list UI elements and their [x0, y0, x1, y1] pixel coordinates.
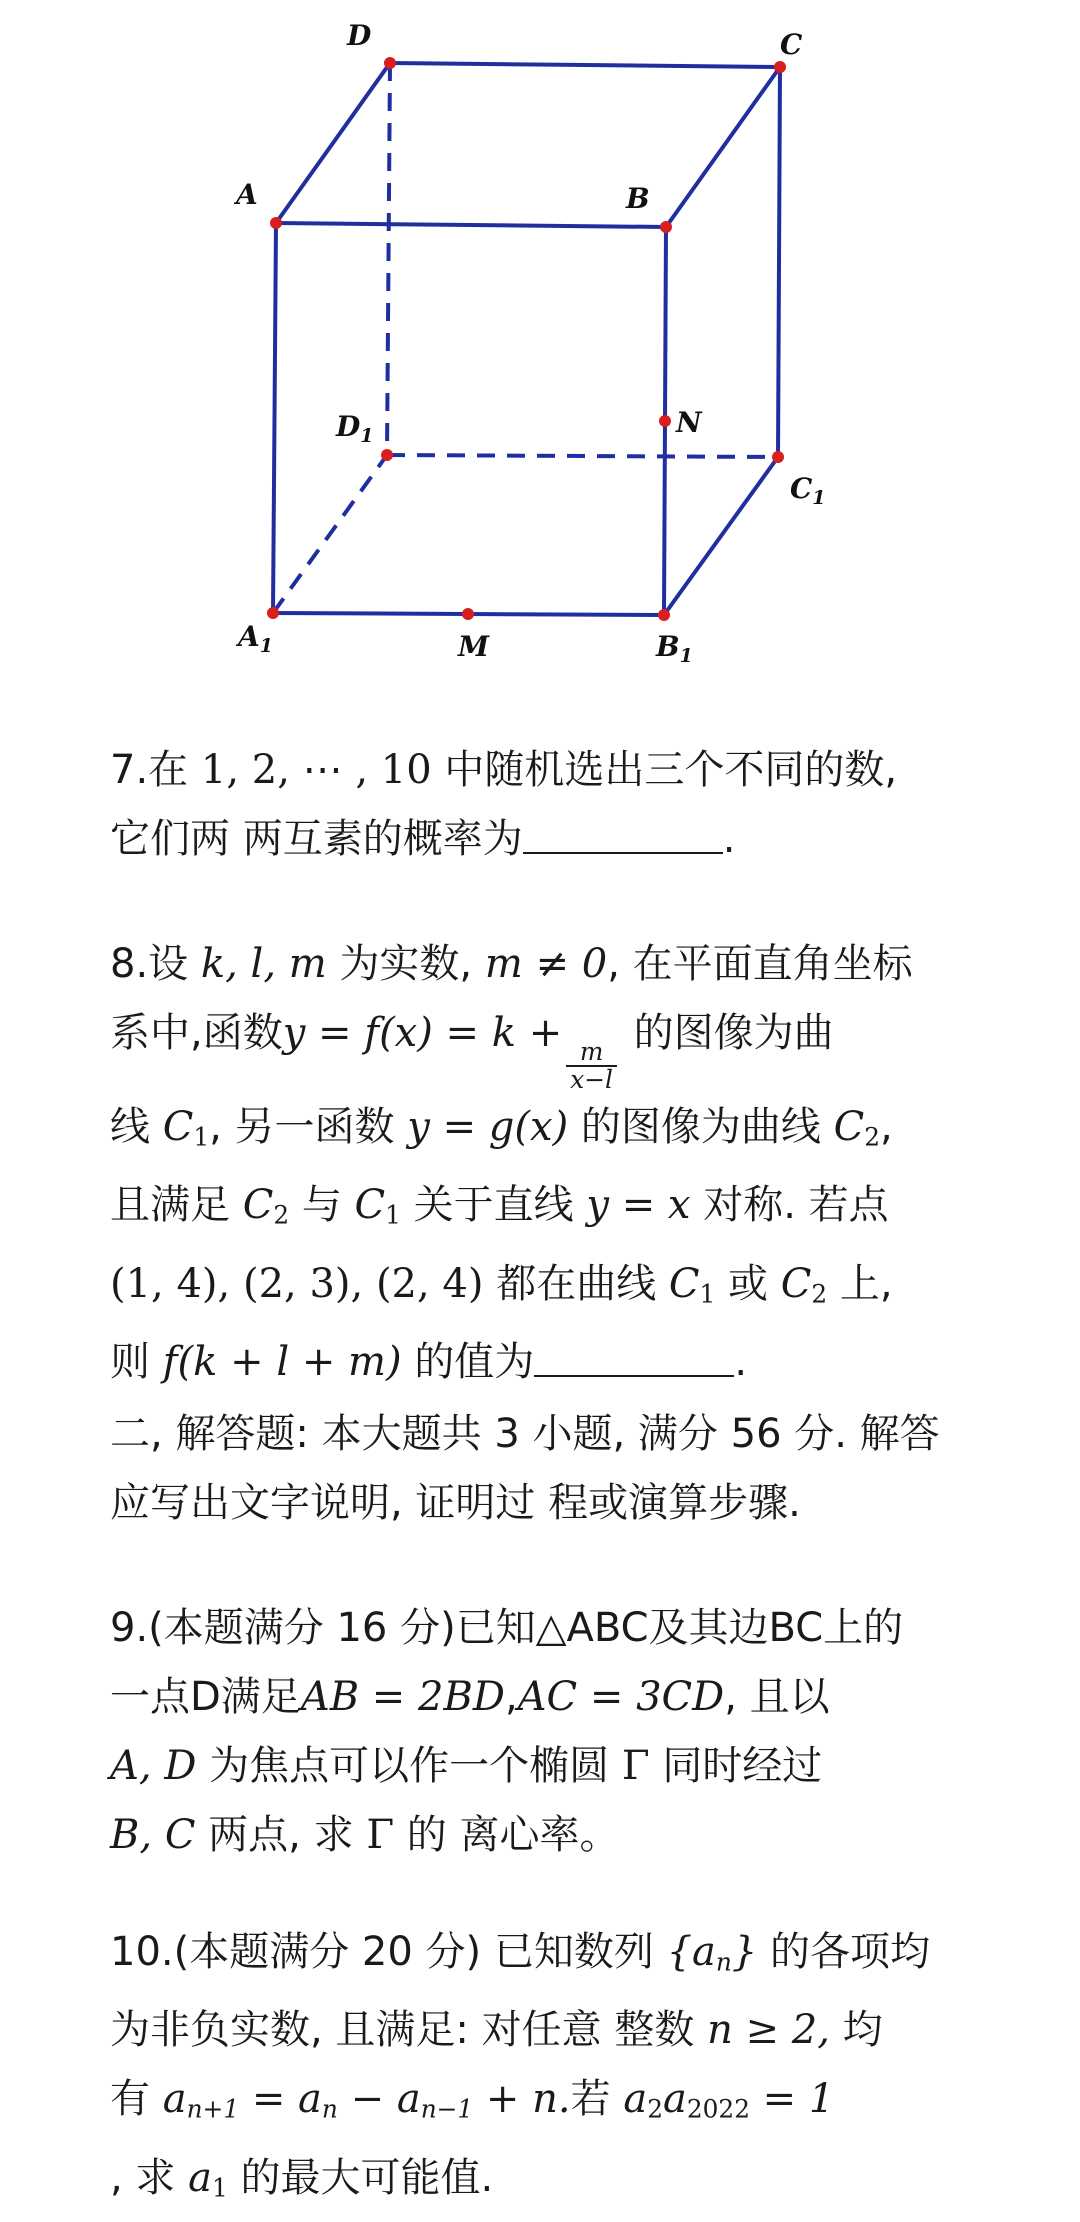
q10-text: 的最大可能值.: [240, 2154, 494, 2201]
point-B1: [658, 609, 670, 621]
point-A: [270, 217, 282, 229]
question-7: [110, 736, 1010, 874]
q8-math: m ≠ 0: [484, 941, 608, 987]
q10-text: 均: [842, 2007, 883, 2054]
q9-math-gamma: Γ: [366, 1812, 395, 1858]
edge-DD1: [387, 63, 390, 455]
q10-text: 10.(本题满分 20 分) 已知数列: [110, 1929, 654, 1975]
q8-text: 的图像为曲: [633, 1010, 834, 1056]
point-D1: [381, 449, 393, 461]
point-C1: [772, 451, 784, 463]
edge-BC: [666, 67, 780, 227]
label-D: D: [347, 19, 372, 52]
answer-blank: [523, 816, 723, 854]
q8-text: 或: [728, 1260, 769, 1307]
q10-text: 的各项均: [770, 1929, 931, 1975]
question-10: [110, 1918, 1010, 2222]
math-sub: 1: [385, 1200, 401, 1230]
q10-math-recurrence: [163, 2076, 571, 2122]
section-2-line: 二, 解答题: 本大题共 3 小题, 满分 56 分. 解答: [110, 1411, 940, 1457]
math-part: }: [731, 1929, 758, 1975]
q10-math-product: [623, 2076, 834, 2122]
q7-number: 7.: [110, 747, 149, 793]
edge-DC: [390, 63, 780, 67]
edge-CC1: [778, 67, 780, 457]
math-part: a: [188, 2154, 213, 2201]
math-part: − a: [337, 2076, 421, 2123]
label-N: N: [676, 406, 702, 439]
edge-A1D1: [273, 455, 387, 613]
math-sub: n: [321, 2094, 338, 2124]
math-C: C: [242, 1182, 274, 1229]
q8-text: , 在平面直角坐标: [607, 941, 913, 987]
q8-text: 上,: [839, 1260, 893, 1307]
q8-text: 设: [148, 941, 189, 987]
q9-math-gamma: Γ: [621, 1743, 650, 1789]
math-C: C: [780, 1260, 812, 1307]
q10-math: [188, 2155, 228, 2201]
q7-text: 中随机选出三个不同的数,: [444, 747, 898, 793]
q9-math: AB = 2BD: [300, 1674, 505, 1720]
math-C: C: [354, 1182, 386, 1229]
q9-text: 同时经过: [662, 1743, 823, 1789]
q9-math: B, C: [110, 1812, 196, 1858]
math-part: a: [663, 2076, 687, 2123]
label-B: B: [626, 182, 650, 215]
math-part: a: [162, 2076, 187, 2123]
edge-AA1: [273, 223, 276, 613]
q8-math: y = x: [586, 1182, 691, 1229]
q9-text: , 且以: [724, 1674, 830, 1720]
q9-text: 9.(本题满分 16 分)已知△ABC及其边BC上的: [110, 1605, 904, 1651]
q8-text: 线: [110, 1103, 150, 1150]
label-A1: $A_1$: [238, 620, 273, 657]
q8-text: 对称. 若点: [703, 1182, 889, 1229]
math-sub: n−1: [420, 2094, 474, 2124]
q8-math: [243, 1182, 289, 1228]
math-C: C: [668, 1260, 700, 1307]
q9-text: ,: [504, 1674, 518, 1720]
q8-math: [669, 1261, 715, 1307]
q8-number: 8.: [110, 941, 149, 987]
cube-edges: [273, 63, 780, 615]
edge-AB: [276, 223, 666, 227]
answer-blank: [534, 1339, 734, 1377]
math-sub: 2: [273, 1200, 290, 1230]
q8-text: 且满足: [110, 1182, 230, 1229]
q8-fraction: [566, 1036, 617, 1094]
q8-text: 的图像为曲线: [580, 1103, 821, 1150]
point-M: [462, 608, 474, 620]
cube-figure: [0, 0, 1080, 700]
q7-text: 在: [148, 747, 189, 793]
cube-points: [267, 57, 786, 621]
math-sub: n+1: [186, 2094, 240, 2124]
math-C: C: [162, 1103, 194, 1150]
q8-text: , 另一函数: [209, 1103, 395, 1150]
q7-text: 它们两 两互素的概率为: [110, 816, 523, 862]
edge-D1C1: [387, 455, 778, 457]
q10-text: 若: [570, 2076, 611, 2123]
q9-text: 两点, 求: [208, 1812, 354, 1858]
math-sub: 1: [193, 1122, 210, 1152]
math-part: {a: [666, 1929, 716, 1975]
label-C1: $C_1$: [790, 472, 826, 509]
q8-math: [355, 1182, 401, 1228]
q8-text: 与: [301, 1182, 342, 1229]
math-sub: 1: [212, 2173, 228, 2203]
q8-math: [834, 1104, 880, 1150]
q8-text: 系中,函数: [110, 1010, 283, 1056]
q8-math-points: (1, 4), (2, 3), (2, 4): [110, 1260, 484, 1307]
q9-text: 的 离心率。: [406, 1812, 620, 1858]
label-A: A: [236, 178, 258, 211]
q9-math: A, D: [110, 1743, 197, 1789]
math-sub: n: [715, 1947, 732, 1977]
q9-text: 一点D满足: [110, 1674, 301, 1720]
q10-text: 为非负实数, 且满足: 对任意 整数: [110, 2007, 695, 2054]
section-2-line: 应写出文字说明, 证明过 程或演算步骤.: [110, 1480, 801, 1526]
point-N: [659, 415, 671, 427]
fraction-numerator: m: [579, 1036, 604, 1066]
math-sub: 2: [811, 1279, 828, 1309]
q10-text: 有: [110, 2076, 150, 2123]
q8-math: k, l, m: [200, 941, 327, 987]
q8-math: [163, 1104, 209, 1150]
q10-text: , 求: [110, 2154, 176, 2201]
q8-math: [781, 1261, 827, 1307]
label-M: M: [458, 630, 489, 663]
q8-text: 关于直线: [413, 1182, 574, 1229]
q8-text: ,: [880, 1103, 893, 1150]
point-D: [384, 57, 396, 69]
math-C: C: [833, 1103, 865, 1150]
question-8: [110, 930, 1010, 1397]
q8-text: .: [734, 1339, 748, 1386]
q8-text: 为实数,: [339, 941, 473, 987]
section-2-header: [110, 1400, 1010, 1538]
q10-math: n ≥ 2,: [707, 2007, 830, 2054]
q7-math-range: 1, 2, ⋯ , 10: [200, 747, 432, 793]
q8-text: 则: [110, 1339, 150, 1386]
q8-text: 都在曲线: [496, 1260, 657, 1307]
q8-text: 的值为: [414, 1339, 535, 1386]
point-B: [660, 221, 672, 233]
label-C: C: [780, 28, 803, 61]
question-9: [110, 1594, 1010, 1870]
math-sub: 2: [864, 1122, 881, 1152]
math-sub: 1: [699, 1279, 716, 1309]
label-B1: $B_1$: [656, 630, 693, 667]
fraction-denominator: x−l: [566, 1065, 617, 1093]
q8-math: f(k + l + m): [162, 1339, 402, 1386]
q9-math: AC = 3CD: [517, 1674, 725, 1720]
math-part: = 1: [749, 2076, 835, 2123]
point-C: [774, 61, 786, 73]
math-sub: 2: [647, 2094, 663, 2124]
point-A1: [267, 607, 279, 619]
q8-math-function: y = f(x) = k +: [282, 1010, 563, 1056]
q10-math-sequence: [667, 1929, 758, 1975]
edge-AD: [276, 63, 390, 223]
math-part: + n.: [473, 2076, 571, 2123]
q7-text: .: [722, 816, 736, 862]
q9-text: 为焦点可以作一个椭圆: [209, 1743, 610, 1789]
q8-math: y = g(x): [407, 1103, 569, 1150]
math-sub: 2022: [686, 2094, 750, 2124]
math-part: a: [623, 2076, 648, 2123]
math-part: = a: [239, 2076, 322, 2123]
label-D1: $D_1$: [336, 410, 374, 447]
edge-B1C1: [664, 457, 778, 615]
